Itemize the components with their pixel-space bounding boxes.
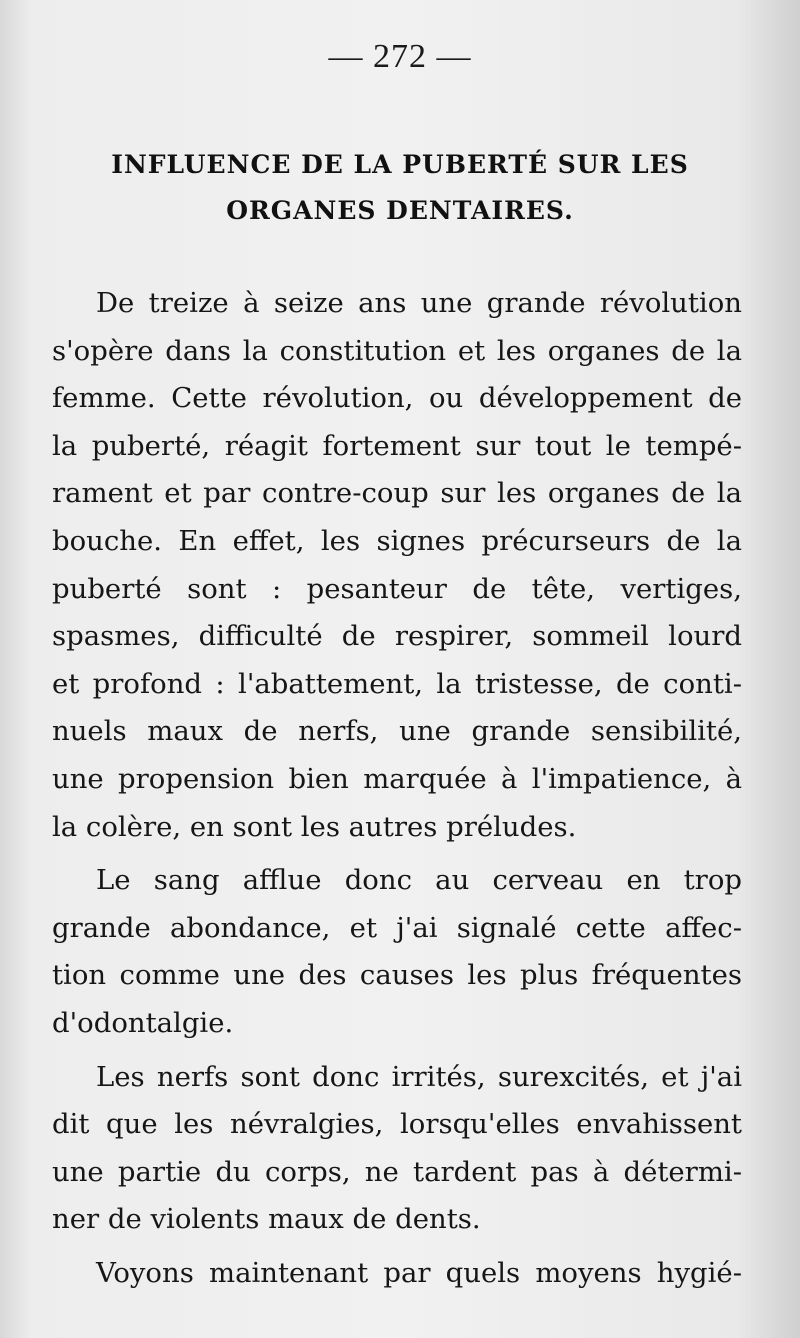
text-line: la puberté, réagit fortement sur tout le tempé- (52, 429, 742, 462)
text-line: une partie du corps, ne tardent pas à détermi- (52, 1155, 742, 1188)
chapter-heading (40, 142, 760, 234)
text-line: dit que les névralgies, lorsqu'elles envahissent (52, 1108, 742, 1141)
text-line: Les nerfs sont donc irrités, surexcités, et j'ai (96, 1060, 742, 1093)
text-line: une propension bien marquée à l'impatience, à (52, 762, 742, 795)
text-line: Voyons maintenant par quels moyens hygié- (96, 1256, 742, 1289)
text-line: De treize à seize ans une grande révolution (96, 287, 742, 319)
text-line: femme. Cette révolution, ou développement de (52, 382, 742, 415)
text-line: rament et par contre-coup sur les organes de la (52, 477, 742, 510)
paragraph (52, 857, 742, 1047)
text-line: ner de violents maux de dents. (52, 1203, 481, 1236)
paragraph (52, 1054, 742, 1244)
text-line: la colère, en sont les autres préludes. (52, 810, 577, 843)
text-line: s'opère dans la constitution et les organes de la (52, 334, 742, 367)
text-line: d'odontalgie. (52, 1006, 234, 1039)
body-text (52, 280, 742, 1297)
paragraph (52, 280, 742, 851)
text-line: nuels maux de nerfs, une grande sensibilité, (52, 715, 742, 748)
text-line: puberté sont : pesanteur de tête, vertiges, (52, 572, 742, 605)
heading-line-1: INFLUENCE DE LA PUBERTÉ SUR LES (111, 150, 689, 179)
heading-line-2: ORGANES DENTAIRES. (226, 196, 574, 225)
text-line: grande abondance, et j'ai signalé cette affec- (52, 911, 742, 944)
text-line: tion comme une des causes les plus fréquentes (52, 959, 742, 992)
text-line: Le sang afflue donc au cerveau en trop (96, 864, 742, 897)
text-line: bouche. En effet, les signes précurseurs de la (52, 524, 742, 557)
page-number: — 272 — (328, 38, 472, 75)
text-line: et profond : l'abattement, la tristesse, de conti- (52, 667, 742, 700)
text-line: spasmes, difficulté de respirer, sommeil lourd (52, 620, 742, 653)
paragraph (52, 1250, 742, 1298)
